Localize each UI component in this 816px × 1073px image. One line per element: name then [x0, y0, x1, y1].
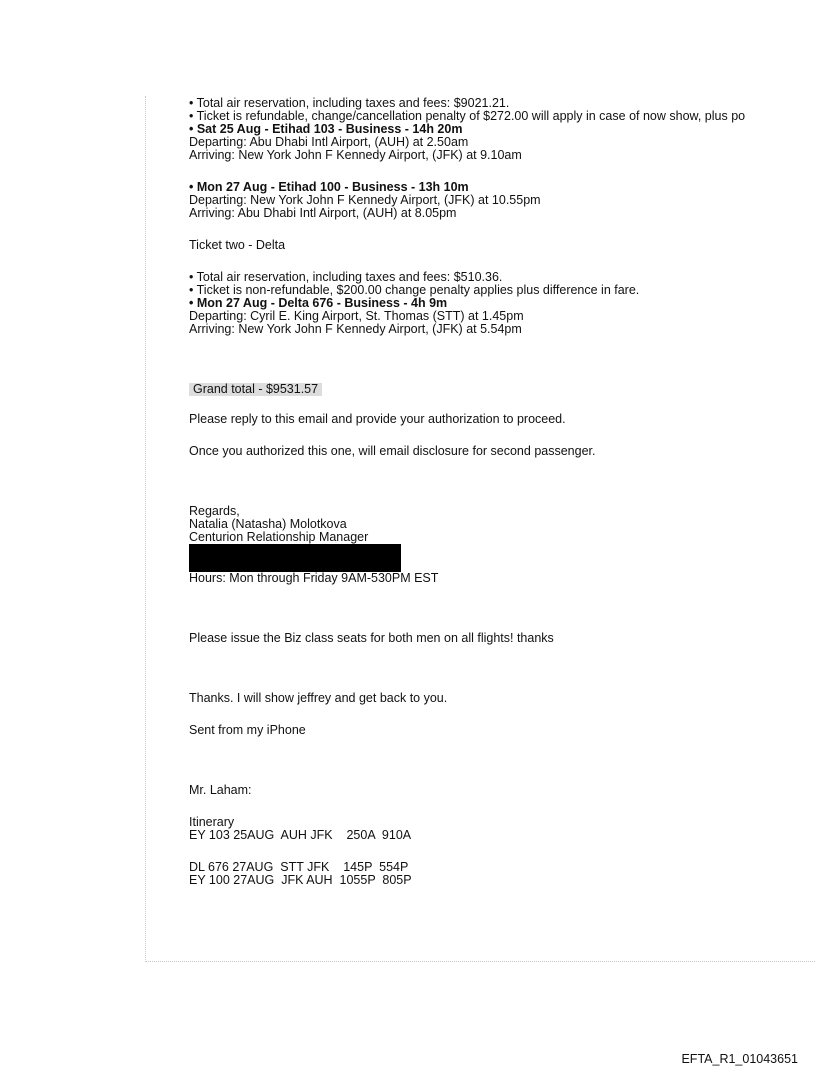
ticket-two-total: • Total air reservation, including taxes and fees: $510.36. [189, 270, 503, 284]
flight-ey103-arriving: Arriving: New York John F Kennedy Airport, (JFK) at 9.10am [189, 148, 522, 162]
flight-ey100-arriving: Arriving: Abu Dhabi Intl Airport, (AUH) at 8.05pm [189, 206, 457, 220]
itinerary-line-dl676: DL 676 27AUG STT JFK 145P 554P [189, 860, 409, 874]
flight-ey100-header: • Mon 27 Aug - Etihad 100 - Business - 13h 10m [189, 180, 469, 194]
signature-role: Centurion Relationship Manager [189, 530, 369, 544]
signature-name: Natalia (Natasha) Molotkova [189, 517, 347, 531]
redaction-block [189, 544, 401, 572]
message-biz-class: Please issue the Biz class seats for both men on all flights! thanks [189, 631, 554, 645]
signature-regards: Regards, [189, 504, 240, 518]
ticket-one-refund-policy: • Ticket is refundable, change/cancellation penalty of $272.00 will apply in case of now show, plus po [189, 109, 746, 123]
flight-ey103-header: • Sat 25 Aug - Etihad 103 - Business - 14h 20m [189, 122, 463, 136]
itinerary-line-ey100: EY 100 27AUG JFK AUH 1055P 805P [189, 873, 412, 887]
flight-ey100-departing: Departing: New York John F Kennedy Airport, (JFK) at 10.55pm [189, 193, 541, 207]
salutation: Mr. Laham: [189, 783, 252, 797]
flight-dl676-header: • Mon 27 Aug - Delta 676 - Business - 4h 9m [189, 296, 448, 310]
reply-request: Please reply to this email and provide your authorization to proceed. [189, 412, 566, 426]
signature-hours: Hours: Mon through Friday 9AM-530PM EST [189, 571, 439, 585]
message-thanks: Thanks. I will show jeffrey and get back to you. [189, 691, 448, 705]
ticket-one-total: • Total air reservation, including taxes and fees: $9021.21. [189, 97, 510, 110]
ticket-two-refund-policy: • Ticket is non-refundable, $200.00 change penalty applies plus difference in fare. [189, 283, 640, 297]
document-id: EFTA_R1_01043651 [681, 1052, 798, 1066]
ticket-two-title: Ticket two - Delta [189, 238, 286, 252]
grand-total: Grand total - $9531.57 [189, 383, 322, 396]
disclosure-note: Once you authorized this one, will email disclosure for second passenger. [189, 444, 596, 458]
email-body [189, 97, 816, 887]
itinerary-line-ey103: EY 103 25AUG AUH JFK 250A 910A [189, 828, 412, 842]
flight-dl676-arriving: Arriving: New York John F Kennedy Airport, (JFK) at 5.54pm [189, 322, 522, 336]
sent-from: Sent from my iPhone [189, 723, 306, 737]
flight-dl676-departing: Departing: Cyril E. King Airport, St. Thomas (STT) at 1.45pm [189, 309, 524, 323]
itinerary-title: Itinerary [189, 815, 235, 829]
flight-ey103-departing: Departing: Abu Dhabi Intl Airport, (AUH) at 2.50am [189, 135, 469, 149]
